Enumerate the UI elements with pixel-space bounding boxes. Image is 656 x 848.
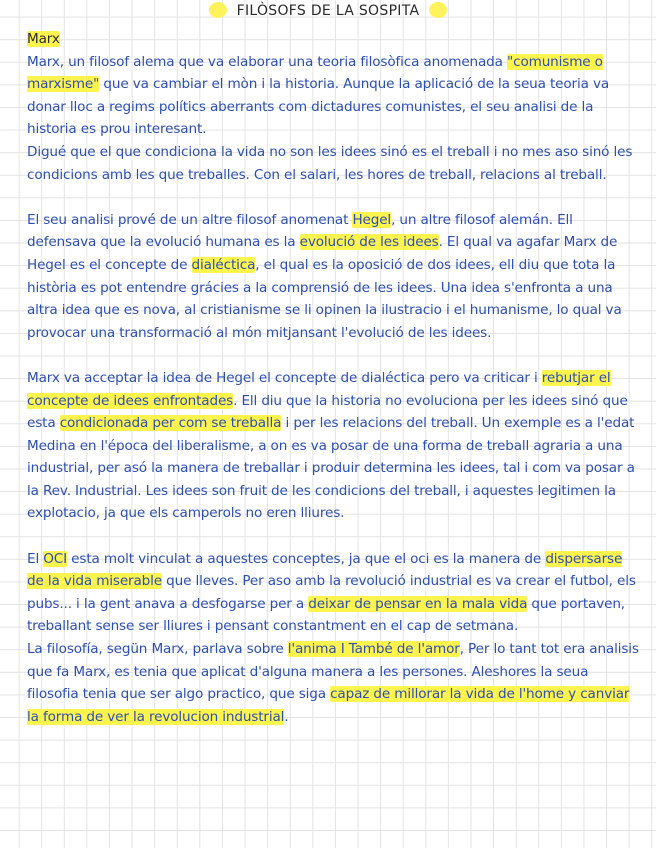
paragraph-3 [27, 209, 639, 345]
paragraph-4 [27, 367, 639, 525]
text-run: Marx va acceptar la idea de Hegel el concepte de dialéctica pero va criticar i [27, 369, 542, 386]
text-run: que lleves. Per aso amb la revolució industrial es va crear el futbol, els pubs... i la gent anava a desfogarse per a [27, 573, 636, 612]
text-run: , un altre filosof alemán. Ell defensava que la evolució humana es la [27, 211, 573, 251]
text-run: . [284, 708, 289, 725]
highlight-millorar-vida: capaz de millorar la vida de l'home y canviar la forma de ver la revolucion industrial [27, 686, 630, 725]
highlight-condicionada: condicionada per com se treballa [59, 415, 282, 432]
text-run: que portaven, treballant sense ser lliures i pensant constantment en el cap de setmana. [27, 595, 625, 635]
highlight-deixar-de-pensar: deixar de pensar en la mala vida [308, 595, 528, 612]
blank-line [27, 525, 639, 548]
highlight-dot-left-icon [209, 2, 227, 18]
highlight-dispersarse: dispersarse de la vida miserable [27, 550, 623, 590]
text-run: i per les relacions del treball. Un exemple es a l'edat Medina en l'época del liberalisme, a on es va posar de una forma de treball agraria a una industrial, per asó la manera de treballar i produir determina les idees, tal i com va posar a la Rev. Industrial. Les idees son fruit de les condicions del treball, i aquestes legitimen la explotacio, ja que els camperols no eren lliures. [27, 415, 635, 522]
section-heading [27, 28, 639, 51]
highlight-dot-right-icon [429, 2, 447, 18]
paragraph-1 [27, 51, 639, 141]
highlight-dialectica: dialéctica [191, 256, 256, 273]
highlight-oci: OCI [43, 550, 68, 567]
highlight-evolucio: evolució de les idees [299, 234, 439, 251]
paragraph-6 [27, 638, 639, 728]
page-title [0, 3, 656, 19]
text-run: , el qual es la oposició de dos idees, ell diu que tota la història es pot entendre grácies a la comprensió de les idees. Una idea s'enfronta a una altra idea que es nova, al cristianisme se li opinen la ilustracio i el humanisme, lo qual va provocar una transformació al món mitjansant l'evolució de les idees. [27, 256, 622, 341]
highlight-rebutjar: rebutjar el concepte de idees enfrontades [27, 369, 611, 409]
highlight-hegel: Hegel [352, 211, 392, 228]
text-run: , Per lo tant tot era analisis que fa Marx, es tenia que aplicat d'alguna manera a les persones. Aleshores la seua filosofia tenia que ser algo practico, que siga [27, 641, 639, 703]
blank-line [27, 344, 639, 367]
text-run: esta molt vinculat a aquestes conceptes, ja que el oci es la manera de [67, 550, 546, 567]
text-run: . Ell diu que la historia no evoluciona per les idees sinó que esta [27, 392, 628, 432]
blank-line [27, 186, 639, 209]
highlight-comunisme: "comunisme o marxisme" [27, 53, 603, 93]
text-run: . El qual va agafar Marx de Hegel es el concepte de [27, 234, 618, 273]
text-run: Marx, un filosof alema que va elaborar una teoria filosòfica anomenada [27, 53, 508, 70]
paragraph-2: Digué que el que condiciona la vida no son les idees sinó es el treball i no mes aso sinó les condicions amb les que treballes. Con el salari, les hores de treball, relacions al treball. [27, 143, 633, 183]
notes-body [27, 28, 639, 728]
highlight-anima-amor: l'anima I També de l'amor [287, 641, 460, 658]
text-run: La filosofía, segün Marx, parlava sobre [27, 641, 288, 658]
text-run: que va cambiar el mòn i la historia. Aunque la aplicació de la seua teoria va donar lloc a regims polítics aberrants com dictadures comunistes, el seu analisi de la historia es prou interesant. [27, 76, 610, 138]
paragraph-5 [27, 548, 639, 638]
text-run: El [27, 550, 44, 567]
heading-marx: Marx [27, 31, 60, 47]
text-run: El seu analisi prové de un altre filosof anomenat [27, 211, 353, 228]
title-text: FILÒSOFS DE LA SOSPITA [236, 3, 420, 19]
